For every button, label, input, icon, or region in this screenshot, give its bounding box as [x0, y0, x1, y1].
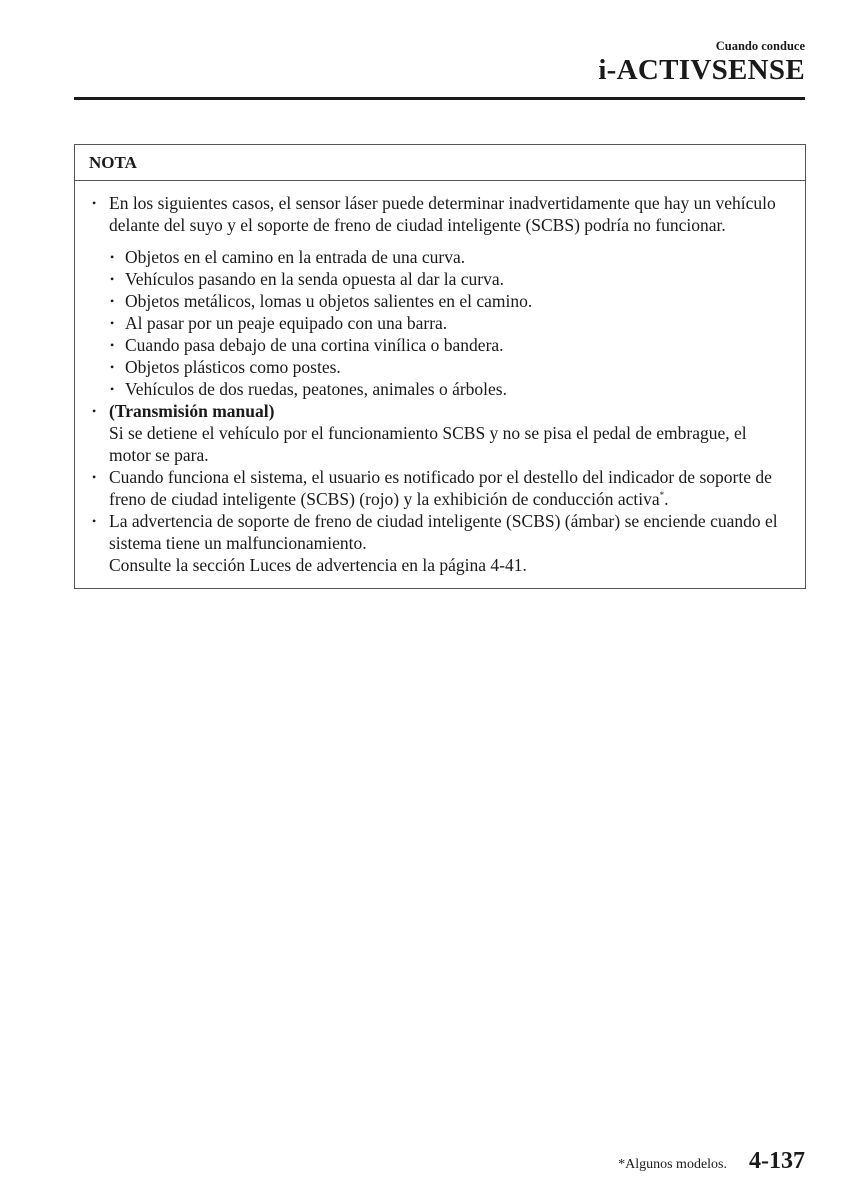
page-number: 4-137 — [749, 1148, 805, 1174]
case-item: • Vehículos pasando en la senda opuesta al dar la curva. — [109, 268, 791, 290]
note-body — [75, 181, 805, 588]
note-item-warning — [89, 510, 791, 576]
note-item-title: • (Transmisión manual) — [109, 401, 275, 421]
case-item: • Al pasar por un peaje equipado con una barra. — [109, 312, 791, 334]
page-header — [598, 38, 805, 86]
note-item-end: . — [664, 489, 669, 509]
case-item: • Vehículos de dos ruedas, peatones, animales o árboles. — [109, 378, 791, 400]
footnote-marker: * — [659, 490, 665, 501]
case-item: • Objetos en el camino en la entrada de una curva. — [109, 246, 791, 268]
footnote: *Algunos modelos. — [618, 1157, 727, 1172]
case-item: • Objetos plásticos como postes. — [109, 356, 791, 378]
chapter-title: i-ACTIVSENSE — [598, 54, 805, 86]
note-item-manual — [89, 400, 791, 466]
note-item-indicator — [89, 466, 791, 510]
case-item: • Cuando pasa debajo de una cortina vinílica o bandera. — [109, 334, 791, 356]
section-label: Cuando conduce — [715, 39, 805, 53]
note-item-text: • La advertencia de soporte de freno de ciudad inteligente (SCBS) (ámbar) se enciende cuando el sistema tiene un malfuncionamiento. — [109, 511, 778, 553]
case-list — [109, 246, 791, 400]
note-item-text: En los siguientes casos, el sensor láser puede determinar inadvertidamente que hay un vehículo delante del suyo y el soporte de freno de ciudad inteligente (SCBS) podría no funcionar. — [109, 193, 776, 235]
note-item-reference: Consulte la sección Luces de advertencia en la página 4-41. — [109, 555, 527, 575]
note-item-text: Cuando funciona el sistema, el usuario es notificado por el destello del indicador de soporte de freno de ciudad inteligente (SCBS) (rojo) y la exhibición de conducción activa — [109, 467, 772, 509]
case-item: • Objetos metálicos, lomas u objetos salientes en el camino. — [109, 290, 791, 312]
note-item-sensor — [89, 192, 791, 400]
note-box — [74, 144, 806, 589]
note-list — [89, 192, 791, 576]
note-item-text: Si se detiene el vehículo por el funcionamiento SCBS y no se pisa el pedal de embrague, el motor se para. — [109, 423, 747, 465]
page-footer — [618, 1148, 805, 1175]
header-divider — [74, 97, 805, 100]
note-heading: NOTA — [75, 145, 805, 181]
